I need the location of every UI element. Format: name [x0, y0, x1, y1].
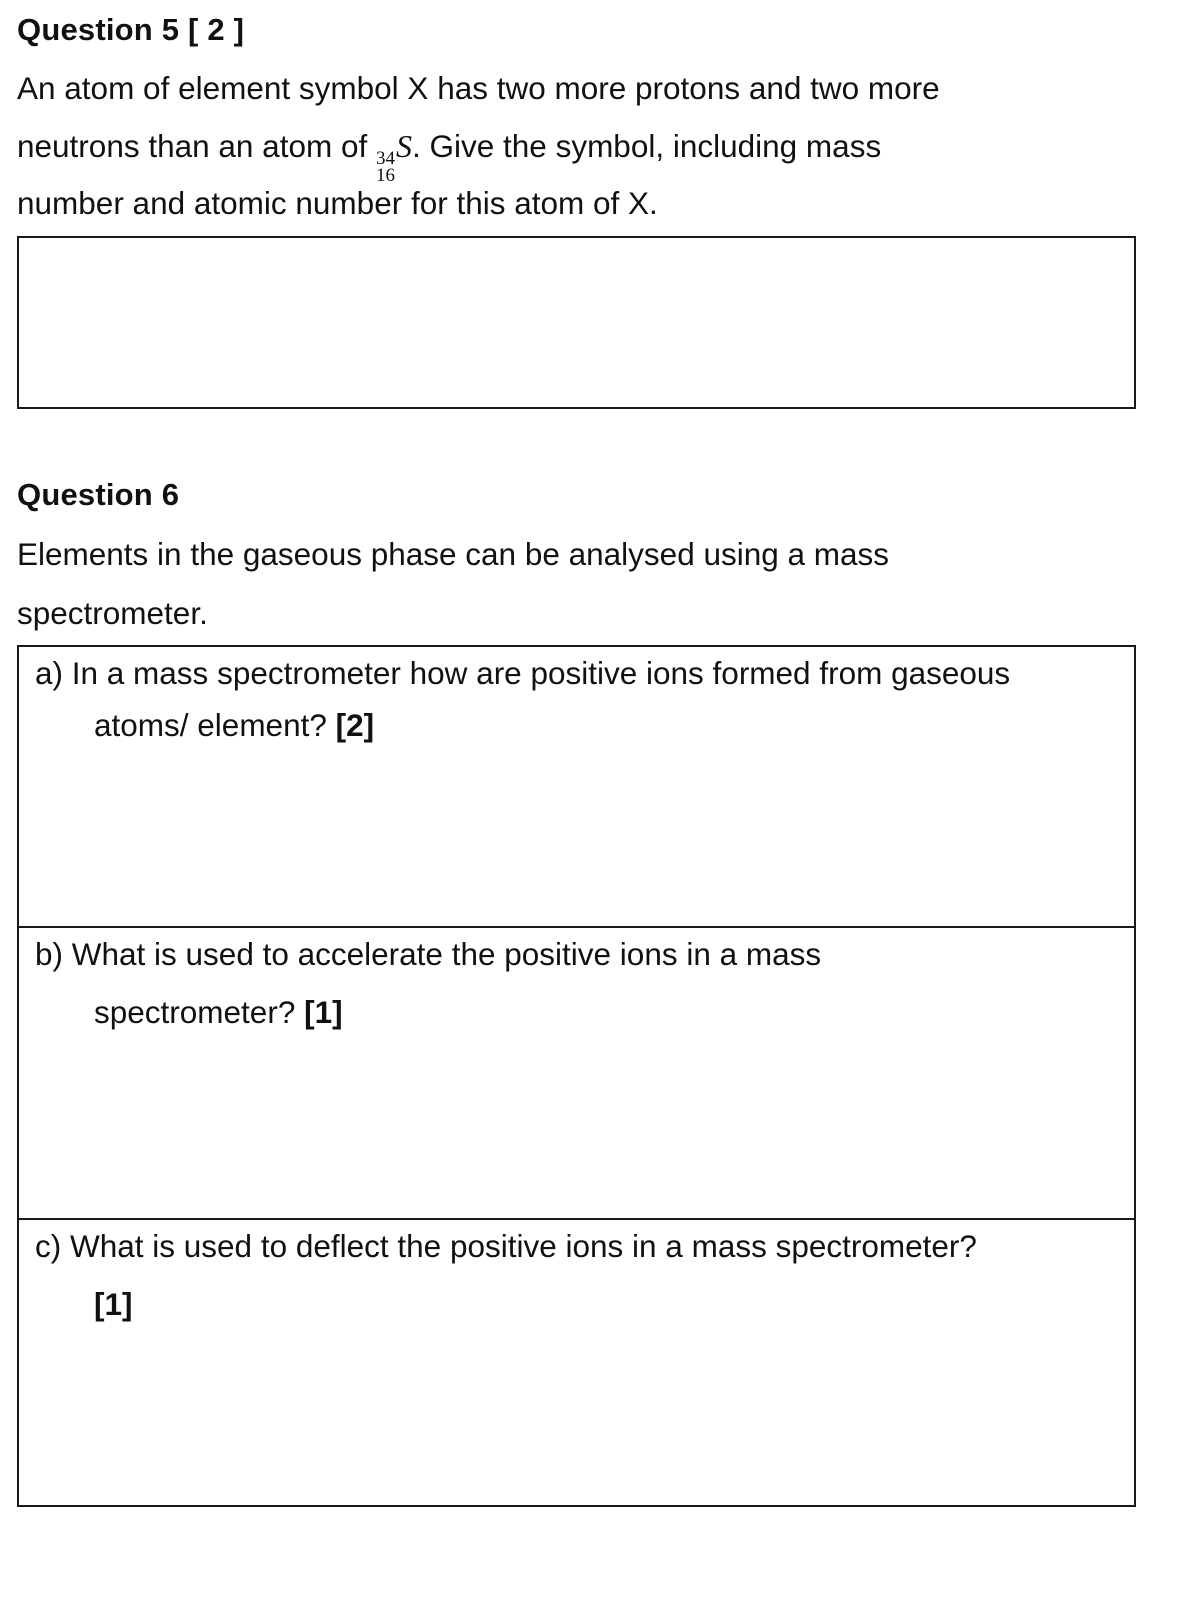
part-c-marks: [1]: [94, 1286, 133, 1322]
question-5-title: Question 5 [ 2 ]: [17, 12, 245, 47]
question-6-intro-line-1: Elements in the gaseous phase can be analysed using a mass: [17, 536, 890, 572]
part-b-question-line-2: [94, 994, 343, 1031]
isotope-symbol: S: [396, 128, 412, 164]
part-a-question-line-2: [94, 707, 374, 744]
part-c-question-line-1: c) What is used to deflect the positive ions in a mass spectrometer?: [35, 1228, 977, 1264]
question-5-answer-box[interactable]: [17, 236, 1136, 409]
part-b-answer-cell[interactable]: [19, 928, 1134, 1220]
part-a-answer-cell[interactable]: [19, 647, 1134, 928]
question-5-text-after-isotope: . Give the symbol, including mass: [412, 128, 882, 164]
part-c-answer-cell[interactable]: [19, 1220, 1134, 1505]
part-b-question-line-1: b) What is used to accelerate the positive ions in a mass: [35, 936, 822, 972]
question-5-text-line-1: An atom of element symbol X has two more protons and two more: [17, 70, 940, 106]
question-6-parts-table: [17, 645, 1136, 1507]
question-6-intro-line-2: spectrometer.: [17, 595, 208, 631]
question-5-text-line-3: number and atomic number for this atom of X.: [17, 185, 658, 221]
part-a-question-line-1: a) In a mass spectrometer how are positive ions formed from gaseous: [35, 655, 1011, 691]
sulfur-isotope-notation: [376, 128, 412, 184]
part-a-question-text: atoms/ element?: [94, 707, 336, 743]
question-5-text-line-2: [17, 128, 881, 184]
question-5-text-before-isotope: neutrons than an atom of: [17, 128, 376, 164]
part-b-question-text: spectrometer?: [94, 994, 305, 1030]
part-c-question-line-2: [94, 1286, 133, 1323]
part-a-marks: [2]: [335, 707, 375, 743]
part-b-marks: [1]: [304, 994, 343, 1030]
question-6-title: Question 6: [17, 477, 180, 512]
isotope-atomic-number: 16: [376, 165, 395, 186]
isotope-mass-number: 34: [376, 148, 395, 169]
